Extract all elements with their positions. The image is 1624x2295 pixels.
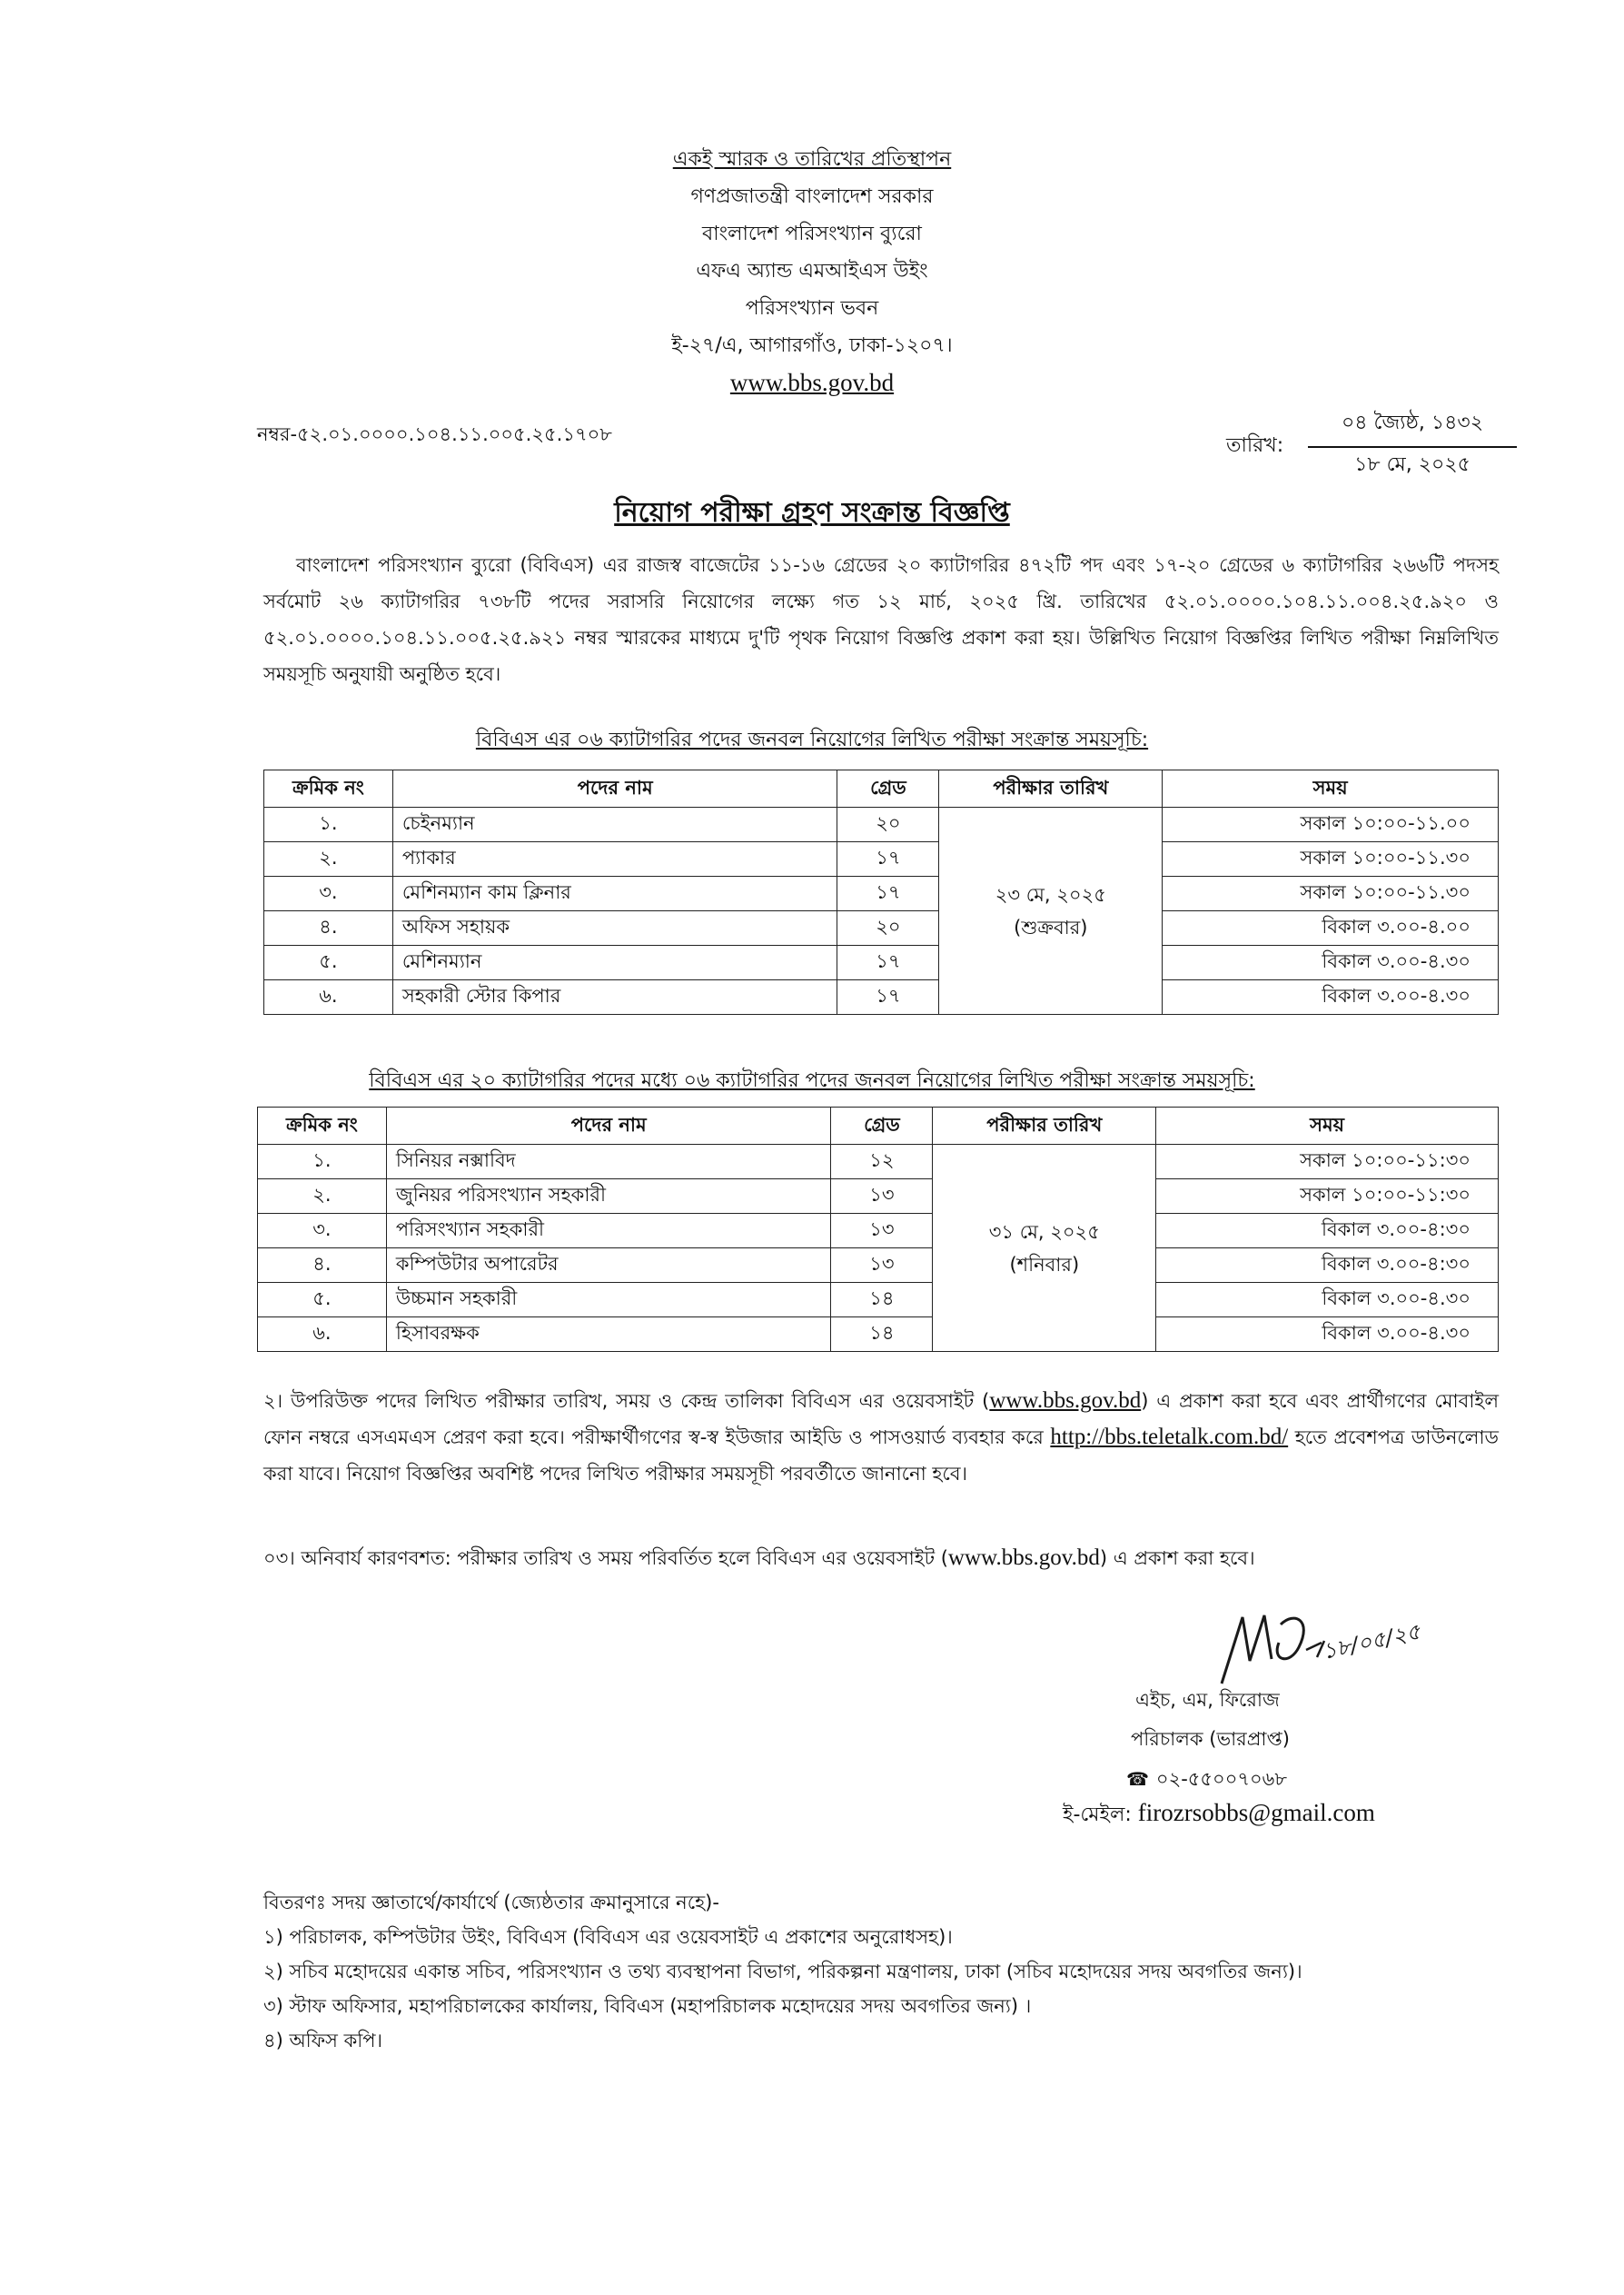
grade-cell: ১৭: [837, 842, 939, 877]
grade-cell: ২০: [837, 911, 939, 946]
serial-cell: ৬.: [264, 980, 393, 1015]
notice-title: [0, 491, 1624, 537]
header-time: সময়: [1163, 770, 1499, 808]
exam-date-cell: [939, 808, 1163, 1015]
table-row: [258, 1179, 1499, 1214]
bureau-name: বাংলাদেশ পরিসংখ্যান ব্যুরো: [702, 223, 922, 245]
header-website-link[interactable]: www.bbs.gov.bd: [729, 369, 895, 396]
table-row: [264, 946, 1499, 980]
post-cell: মেশিনম্যান কাম ক্লিনার: [392, 877, 837, 911]
post-cell: কম্পিউটার অপারেটর: [386, 1248, 831, 1283]
post-cell: মেশিনম্যান: [392, 946, 837, 980]
teletalk-link[interactable]: http://bbs.teletalk.com.bd/: [1050, 1425, 1289, 1449]
date-bangla: ০৪ জ্যৈষ্ঠ, ১৪৩২: [1308, 407, 1517, 448]
grade-cell: ১৭: [837, 877, 939, 911]
grade-cell: ১৩: [831, 1248, 933, 1283]
paragraph-3-text-b: ) এ প্রকাশ করা হবে।: [1099, 1547, 1255, 1569]
table-row: [258, 1214, 1499, 1248]
list-item: ৩) স্টাফ অফিসার, মহাপরিচালকের কার্যালয়, বিবিএস (মহাপরিচালক মহোদয়ের সদয় অবগতির জন্য) ।: [263, 1995, 1032, 2017]
grade-cell: ১৭: [837, 980, 939, 1015]
signature-date: ১৮/০৫/২৫: [1320, 1618, 1423, 1664]
distribution-heading: বিতরণঃ সদয় জ্ঞাতার্থে/কার্যার্থে (জ্যেষ্ঠতার ক্রমানুসারে নহে)-: [263, 1892, 719, 1913]
grade-cell: ১২: [831, 1145, 933, 1179]
time-cell: বিকাল ৩.০০-৪:৩০: [1156, 1248, 1499, 1283]
notice-title-text: নিয়োগ পরীক্ষা গ্রহণ সংক্রান্ত বিজ্ঞপ্তি: [614, 497, 1010, 529]
time-cell: সকাল ১০:০০-১১.০০: [1163, 808, 1499, 842]
email-label: ই-মেইল:: [1063, 1803, 1132, 1826]
time-cell: সকাল ১০:০০-১১.৩০: [1163, 877, 1499, 911]
serial-cell: ৬.: [258, 1317, 387, 1352]
grade-cell: ১৪: [831, 1317, 933, 1352]
table-row: [264, 911, 1499, 946]
list-item: ৪) অফিস কপি।: [263, 2030, 383, 2052]
table-row: [264, 877, 1499, 911]
post-cell: হিসাবরক্ষক: [386, 1317, 831, 1352]
serial-cell: ৩.: [258, 1214, 387, 1248]
time-cell: বিকাল ৩.০০-৪:৩০: [1156, 1214, 1499, 1248]
wing-name: এফএ অ্যান্ড এমআইএস উইং: [696, 260, 928, 283]
table-row: [264, 980, 1499, 1015]
table-row: [258, 1317, 1499, 1352]
serial-cell: ১.: [264, 808, 393, 842]
schedule-table-1: [263, 770, 1499, 1015]
signer-name: এইচ, এম, ফিরোজ: [1135, 1689, 1280, 1711]
distribution-list: [263, 1885, 1302, 2058]
letterhead: [0, 141, 1624, 402]
paragraph-2-text-b: ) এ প্রকাশ করা হবে এবং প্রার্থীগণের মোবাইল ফোন নম্বরে এসএমএস প্রেরণ করা হবে। পরীক্ষার্থীগণের স্ব-স্ব ইউজার আইডি ও পাসওয়ার্ড ব্যবহার করে: [263, 1390, 1499, 1448]
table2-caption: [0, 1065, 1624, 1098]
time-cell: সকাল ১০:০০-১১:৩০: [1156, 1179, 1499, 1214]
paragraph-2: [263, 1383, 1499, 1492]
post-cell: সিনিয়র নক্সাবিদ: [386, 1145, 831, 1179]
government-name: গণপ্রজাতন্ত্রী বাংলাদেশ সরকার: [690, 185, 934, 208]
serial-cell: ৫.: [264, 946, 393, 980]
header-serial: ক্রমিক নং: [258, 1108, 387, 1145]
time-cell: সকাল ১০:০০-১১:৩০: [1156, 1145, 1499, 1179]
exam-date: ৩১ মে, ২০২৫: [988, 1220, 1100, 1243]
header-grade: গ্রেড: [831, 1108, 933, 1145]
header-exam-date: পরীক্ষার তারিখ: [933, 1108, 1156, 1145]
post-cell: জুনিয়র পরিসংখ্যান সহকারী: [386, 1179, 831, 1214]
website-link[interactable]: www.bbs.gov.bd: [989, 1388, 1142, 1413]
replacement-note: একই স্মারক ও তারিখের প্রতিস্থাপন: [672, 148, 952, 171]
exam-day: (শুক্রবার): [1014, 916, 1088, 939]
time-cell: বিকাল ৩.০০-৪.৩০: [1156, 1317, 1499, 1352]
schedule-table-2: [257, 1107, 1499, 1352]
email-address[interactable]: firozrsobbs@gmail.com: [1137, 1799, 1375, 1826]
intro-paragraph: বাংলাদেশ পরিসংখ্যান ব্যুরো (বিবিএস) এর রাজস্ব বাজেটের ১১-১৬ গ্রেডের ২০ ক্যাটাগরির ৪৭২টি পদ এবং ১৭-২০ গ্রেডের ৬ ক্যাটাগরির ২৬৬টি পদসহ সর্বমোট ২৬ ক্যাটাগরির ৭৩৮টি পদের সরাসরি নিয়োগের লক্ষ্যে গত ১২ মার্চ, ২০২৫ খ্রি. তারিখের ৫২.০১.০০০০.১০৪.১১.০০৪.২৫.৯২০ ও ৫২.০১.০০০০.১০৪.১১.০০৫.২৫.৯২১ নম্বর স্মারকের মাধ্যমে দু'টি পৃথক নিয়োগ বিজ্ঞপ্তি প্রকাশ করা হয়। উল্লিখিত নিয়োগ বিজ্ঞপ্তির লিখিত পরীক্ষা নিম্নলিখিত সময়সূচি অনুযায়ী অনুষ্ঠিত হবে।: [263, 554, 1499, 685]
post-cell: অফিস সহায়ক: [392, 911, 837, 946]
paragraph-2-text-c: হতে প্রবেশপত্র ডাউনলোড করা যাবে। নিয়োগ বিজ্ঞপ্তির অবশিষ্ট পদের লিখিত পরীক্ষার সময়সূচী পরবর্তীতে জানানো হবে।: [263, 1426, 1499, 1485]
signer-email: [1063, 1799, 1375, 1833]
office-address: ই-২৭/এ, আগারগাঁও, ঢাকা-১২০৭।: [671, 334, 953, 357]
building-name: পরিসংখ্যান ভবন: [745, 297, 879, 320]
memo-number: নম্বর-৫২.০১.০০০০.১০৪.১১.০০৫.২৫.১৭০৮: [257, 423, 612, 445]
table1-caption: [0, 724, 1624, 758]
serial-cell: ২.: [258, 1179, 387, 1214]
table-row: [264, 808, 1499, 842]
time-cell: বিকাল ৩.০০-৪.০০: [1163, 911, 1499, 946]
time-cell: বিকাল ৩.০০-৪.৩০: [1163, 980, 1499, 1015]
post-cell: উচ্চমান সহকারী: [386, 1283, 831, 1317]
serial-cell: ৫.: [258, 1283, 387, 1317]
header-grade: গ্রেড: [837, 770, 939, 808]
post-cell: চেইনম্যান: [392, 808, 837, 842]
header-serial: ক্রমিক নং: [264, 770, 393, 808]
header-post: পদের নাম: [386, 1108, 831, 1145]
paragraph-3: [263, 1540, 1499, 1576]
time-cell: বিকাল ৩.০০-৪.৩০: [1156, 1283, 1499, 1317]
list-item: ১) পরিচালক, কম্পিউটার উইং, বিবিএস (বিবিএস এর ওয়েবসাইট এ প্রকাশের অনুরোধসহ)।: [263, 1926, 953, 1948]
website-text: www.bbs.gov.bd: [947, 1545, 1100, 1570]
header-post: পদের নাম: [392, 770, 837, 808]
serial-cell: ৪.: [264, 911, 393, 946]
signer-designation: পরিচালক (ভারপ্রাপ্ত): [1131, 1728, 1290, 1750]
grade-cell: ১৩: [831, 1214, 933, 1248]
telephone-icon: ☎: [1126, 1768, 1149, 1790]
table-header-row: [264, 770, 1499, 808]
exam-day: (শনিবার): [1009, 1253, 1080, 1276]
date-english: ১৮ মে, ২০২৫: [1354, 453, 1471, 476]
table-row: [264, 842, 1499, 877]
serial-cell: ১.: [258, 1145, 387, 1179]
exam-date: ২৩ মে, ২০২৫: [995, 883, 1106, 906]
phone-number: ০২-৫৫০০৭০৬৮: [1155, 1768, 1287, 1790]
post-cell: সহকারী স্টোর কিপার: [392, 980, 837, 1015]
paragraph-2-text-a: ২। উপরিউক্ত পদের লিখিত পরীক্ষার তারিখ, সময় ও কেন্দ্র তালিকা বিবিএস এর ওয়েবসাইট (: [263, 1390, 990, 1412]
grade-cell: ১৩: [831, 1179, 933, 1214]
paragraph-3-text-a: ০৩। অনিবার্য কারণবশত: পরীক্ষার তারিখ ও সময় পরিবর্তিত হলে বিবিএস এর ওয়েবসাইট (: [263, 1547, 948, 1569]
post-cell: প্যাকার: [392, 842, 837, 877]
grade-cell: ২০: [837, 808, 939, 842]
grade-cell: ১৭: [837, 946, 939, 980]
date-label: তারিখ:: [1226, 434, 1284, 457]
serial-cell: ২.: [264, 842, 393, 877]
time-cell: বিকাল ৩.০০-৪.৩০: [1163, 946, 1499, 980]
table-row: [258, 1145, 1499, 1179]
list-item: ২) সচিব মহোদয়ের একান্ত সচিব, পরিসংখ্যান ও তথ্য ব্যবস্থাপনা বিভাগ, পরিকল্পনা মন্ত্রণালয়, ঢাকা (সচিব মহোদয়ের সদয় অবগতির জন্য)।: [263, 1961, 1302, 1982]
exam-date-cell: [933, 1145, 1156, 1352]
header-exam-date: পরীক্ষার তারিখ: [939, 770, 1163, 808]
table-row: [258, 1283, 1499, 1317]
grade-cell: ১৪: [831, 1283, 933, 1317]
time-cell: সকাল ১০:০০-১১.৩০: [1163, 842, 1499, 877]
post-cell: পরিসংখ্যান সহকারী: [386, 1214, 831, 1248]
table-header-row: [258, 1108, 1499, 1145]
table1-caption-text: বিবিএস এর ০৬ ক্যাটাগরির পদের জনবল নিয়োগের লিখিত পরীক্ষা সংক্রান্ত সময়সূচি:: [475, 729, 1149, 751]
table2-caption-text: বিবিএস এর ২০ ক্যাটাগরির পদের মধ্যে ০৬ ক্যাটাগরির পদের জনবল নিয়োগের লিখিত পরীক্ষা সংক্রান্ত সময়সূচি:: [369, 1069, 1255, 1092]
header-time: সময়: [1156, 1108, 1499, 1145]
serial-cell: ৪.: [258, 1248, 387, 1283]
serial-cell: ৩.: [264, 877, 393, 911]
signer-phone: [1126, 1764, 1287, 1796]
table-row: [258, 1248, 1499, 1283]
